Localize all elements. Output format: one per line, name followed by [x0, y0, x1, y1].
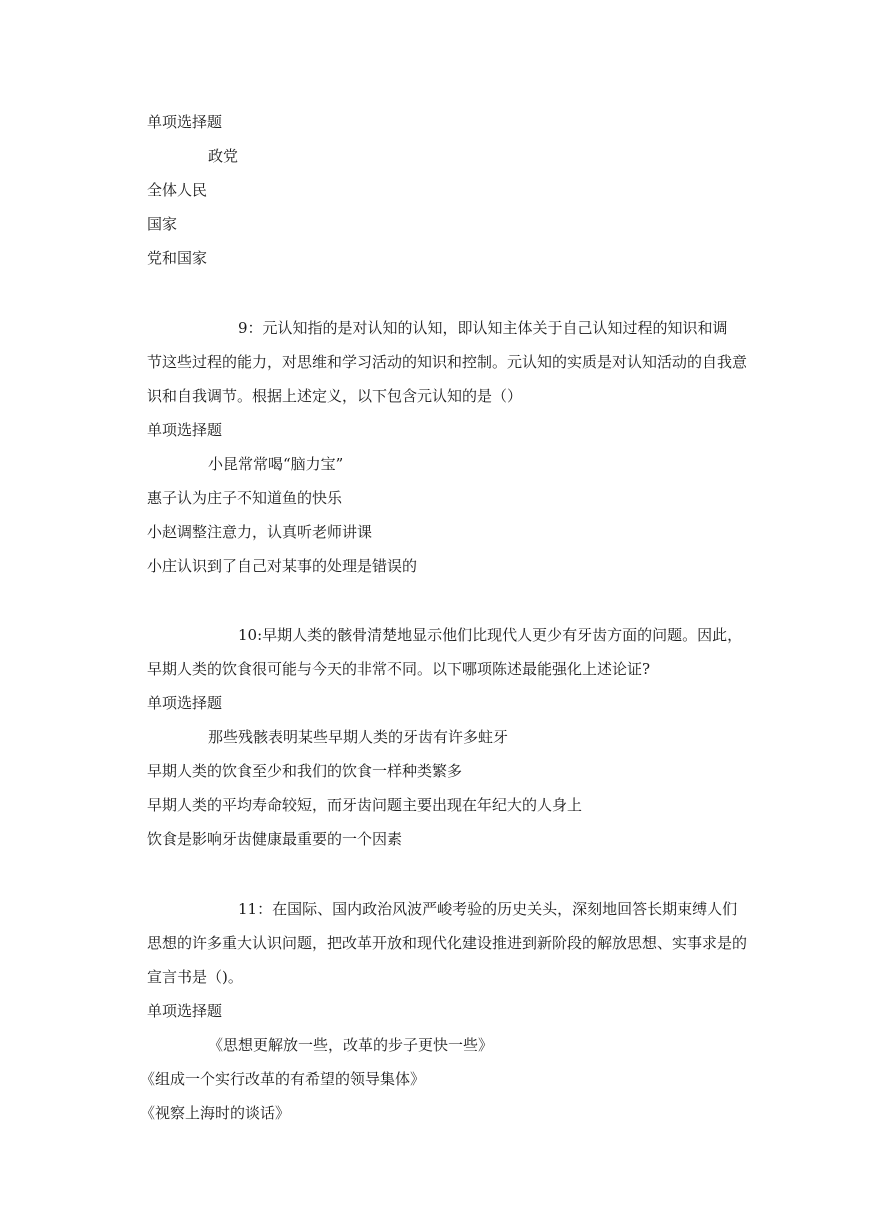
- option-c: 国家: [147, 215, 178, 233]
- question-11-stem-line-1: 11：在国际、国内政治风波严峻考验的历史关头，深刻地回答长期束缚人们: [238, 900, 738, 918]
- option-d: 小庄认识到了自己对某事的处理是错误的: [147, 557, 418, 575]
- question-type-label: 单项选择题: [147, 421, 223, 439]
- question-10-stem-line-1: 10:早期人类的骸骨清楚地显示他们比现代人更少有牙齿方面的问题。因此，: [238, 626, 743, 644]
- question-11-stem-line-2: 思想的许多重大认识问题，把改革开放和现代化建设推进到新阶段的解放思想、实事求是的: [147, 934, 748, 952]
- option-b: 全体人民: [147, 181, 208, 199]
- option-a: 小昆常常喝“脑力宝”: [208, 455, 344, 473]
- question-9-stem-line-1: 9：元认知指的是对认知的认知，即认知主体关于自己认知过程的知识和调: [238, 319, 728, 337]
- option-b: 惠子认为庄子不知道鱼的快乐: [147, 489, 343, 507]
- option-b: 早期人类的饮食至少和我们的饮食一样种类繁多: [147, 762, 463, 780]
- option-c: 《视察上海时的谈话》: [140, 1104, 291, 1122]
- question-11-stem-line-3: 宣言书是（)。: [147, 968, 243, 986]
- option-a: 政党: [208, 147, 239, 165]
- option-a: 《思想更解放一些，改革的步子更快一些》: [208, 1036, 494, 1054]
- question-type-label: 单项选择题: [147, 1002, 223, 1020]
- option-b: 《组成一个实行改革的有希望的领导集体》: [140, 1070, 426, 1088]
- question-9-stem-line-3: 识和自我调节。根据上述定义，以下包含元认知的是（）: [147, 387, 523, 405]
- option-c: 早期人类的平均寿命较短，而牙齿问题主要出现在年纪大的人身上: [147, 796, 583, 814]
- option-d: 党和国家: [147, 249, 208, 267]
- question-9-stem-line-2: 节这些过程的能力，对思维和学习活动的知识和控制。元认知的实质是对认知活动的自我意: [147, 353, 748, 371]
- question-type-label: 单项选择题: [147, 113, 223, 131]
- option-d: 饮食是影响牙齿健康最重要的一个因素: [147, 830, 403, 848]
- option-a: 那些残骸表明某些早期人类的牙齿有许多蛀牙: [208, 728, 509, 746]
- question-type-label: 单项选择题: [147, 694, 223, 712]
- question-10-stem-line-2: 早期人类的饮食很可能与今天的非常不同。以下哪项陈述最能强化上述论证?: [147, 660, 651, 678]
- option-c: 小赵调整注意力，认真听老师讲课: [147, 523, 373, 541]
